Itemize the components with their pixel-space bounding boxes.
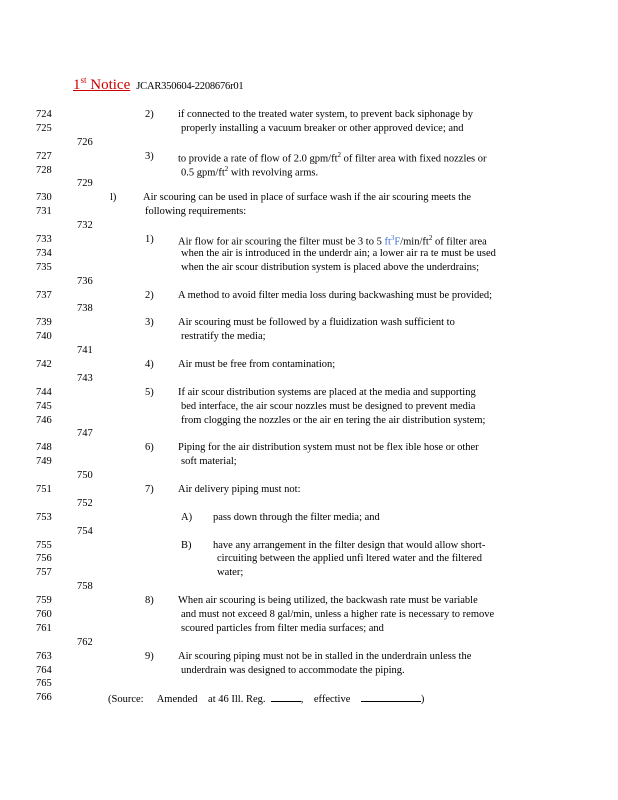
item-marker: 3) [145, 317, 154, 328]
line-number: 730 [36, 192, 52, 203]
line-number: 757 [36, 567, 52, 578]
item-text: if connected to the treated water system, to prevent back siphonage by [178, 109, 474, 120]
line-number: 754 [77, 526, 93, 537]
item-marker: 8) [145, 595, 154, 606]
item-text: from clogging the nozzles or the air en tering the air distribution system; [181, 415, 486, 426]
item-text: Air scouring must be followed by a fluidization wash sufficient to [178, 317, 455, 328]
item-text: when the air scour distribution system is placed above the underdrains; [181, 262, 480, 273]
line-number: 737 [36, 290, 52, 301]
line-number: 731 [36, 206, 52, 217]
item-text: Air delivery piping must not: [178, 484, 301, 495]
item-marker: 4) [145, 359, 154, 370]
register-blank [271, 692, 301, 702]
item-text: Air scouring piping must not be in stalled in the underdrain unless the [178, 651, 472, 662]
item-marker: l) [110, 192, 117, 203]
jcar-document-id: JCAR350604-2208676r01 [136, 81, 244, 92]
line-number: 736 [77, 276, 93, 287]
line-number: 760 [36, 609, 52, 620]
item-marker: 6) [145, 442, 154, 453]
item-marker: 2) [145, 109, 154, 120]
line-number: 763 [36, 651, 52, 662]
item-marker: 7) [145, 484, 154, 495]
line-number: 766 [36, 692, 52, 703]
line-number: 764 [36, 665, 52, 676]
line-number: 735 [36, 262, 52, 273]
item-text: to provide a rate of flow of 2.0 gpm/$ft^2$ of filter area with fixed nozzles or [178, 151, 487, 165]
line-number: 729 [77, 178, 93, 189]
line-number: 756 [36, 553, 52, 564]
source-note: (Source: Amended at 46 Ill. Reg. , effective ) [108, 694, 425, 705]
item-text: Air scouring can be used in place of surface wash if the air scouring meets the [143, 192, 472, 203]
item-marker: 5) [145, 387, 154, 398]
line-number: 725 [36, 123, 52, 134]
line-number: 744 [36, 387, 52, 398]
line-number: 759 [36, 595, 52, 606]
document-header [73, 75, 243, 94]
item-marker: A) [181, 512, 193, 523]
item-text: A method to avoid filter media loss during backwashing must be provided; [178, 290, 493, 301]
item-text: Air must be free from contamination; [178, 359, 336, 370]
item-marker: 1) [145, 234, 154, 245]
line-number: 749 [36, 456, 52, 467]
line-number: 743 [77, 373, 93, 384]
line-number: 758 [77, 581, 93, 592]
line-number: 761 [36, 623, 52, 634]
item-text: 0.5 gpm/$ft^2$ with revolving arms. [181, 165, 319, 179]
line-number: 727 [36, 151, 52, 162]
line-number: 728 [36, 165, 52, 176]
item-text: bed interface, the air scour nozzles must be designed to prevent media [181, 401, 476, 412]
item-text: Air flow for air scouring the filter must be 3 to 5 $ft^3F/\min/ft^2$ of filter area [178, 234, 487, 248]
item-text: Piping for the air distribution system must not be flex ible hose or other [178, 442, 479, 453]
item-text: when the air is introduced in the underdr ain; a lower air ra te must be used [181, 248, 496, 259]
item-text: circuiting between the applied unfi ltered water and the filtered [217, 553, 483, 564]
line-number: 739 [36, 317, 52, 328]
item-text: and must not exceed 8 gal/min, unless a higher rate is necessary to remove [181, 609, 495, 620]
item-text: water; [217, 567, 244, 578]
line-number: 746 [36, 415, 52, 426]
item-text: underdrain was designed to accommodate the piping. [181, 665, 405, 676]
line-number: 753 [36, 512, 52, 523]
line-number: 740 [36, 331, 52, 342]
item-marker: 2) [145, 290, 154, 301]
line-number: 745 [36, 401, 52, 412]
item-text: soft material; [181, 456, 237, 467]
effective-date-blank [361, 692, 421, 702]
line-number: 734 [36, 248, 52, 259]
item-text: restratify the media; [181, 331, 266, 342]
item-marker: B) [181, 540, 192, 551]
item-text: pass down through the filter media; and [213, 512, 380, 523]
item-text: If air scour distribution systems are placed at the media and supporting [178, 387, 476, 398]
item-marker: 3) [145, 151, 154, 162]
line-number: 726 [77, 137, 93, 148]
item-text: following requirements: [145, 206, 247, 217]
line-number: 765 [36, 678, 52, 689]
line-number: 755 [36, 540, 52, 551]
line-number: 724 [36, 109, 52, 120]
item-text: When air scouring is being utilized, the backwash rate must be variable [178, 595, 478, 606]
line-number: 732 [77, 220, 93, 231]
line-number: 752 [77, 498, 93, 509]
line-number: 750 [77, 470, 93, 481]
item-text: properly installing a vacuum breaker or other approved device; and [181, 123, 464, 134]
item-text: scoured particles from filter media surfaces; and [181, 623, 384, 634]
line-number: 738 [77, 303, 93, 314]
item-marker: 9) [145, 651, 154, 662]
line-number: 747 [77, 428, 93, 439]
line-number: 751 [36, 484, 52, 495]
line-number: 733 [36, 234, 52, 245]
line-number: 742 [36, 359, 52, 370]
line-number: 748 [36, 442, 52, 453]
line-number: 741 [77, 345, 93, 356]
notice-title: 1st Notice [73, 75, 131, 93]
item-text: have any arrangement in the filter design that would allow short- [213, 540, 486, 551]
line-number: 762 [77, 637, 93, 648]
